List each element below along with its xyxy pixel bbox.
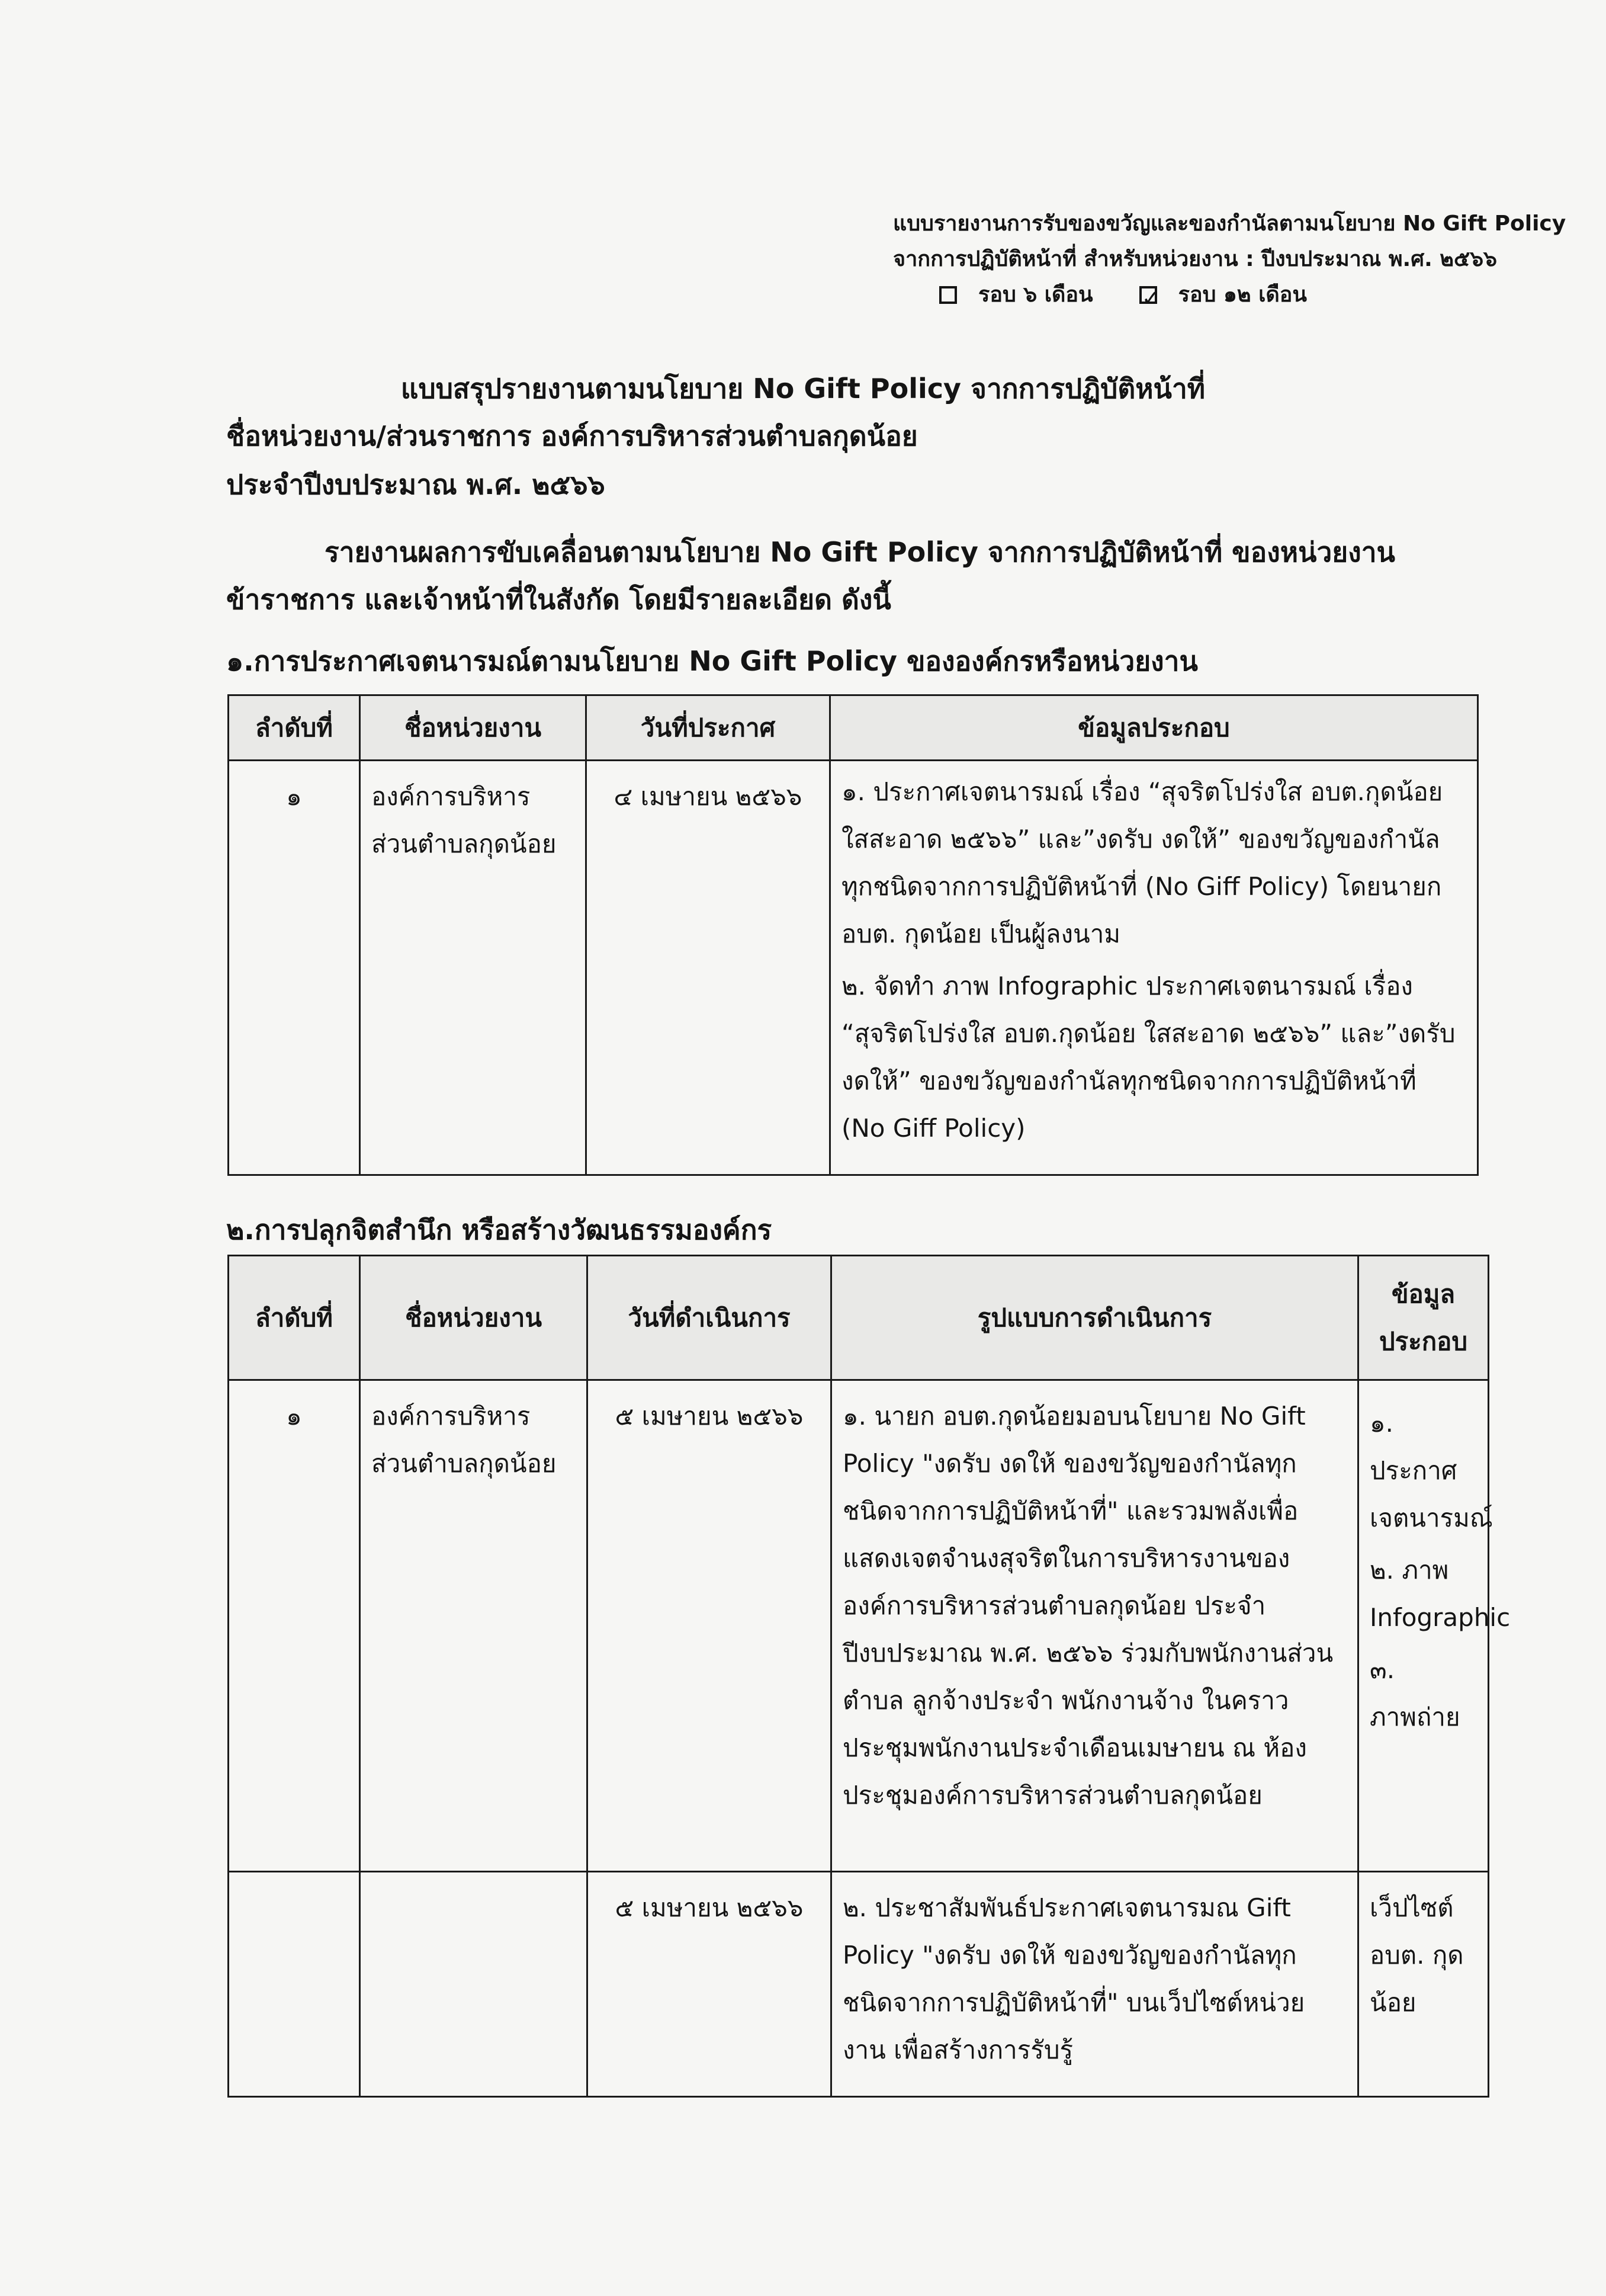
col-header-details: ข้อมูลประกอบ <box>830 695 1478 761</box>
form-title-line2: จากการปฏิบัติหน้าที่ สำหรับหน่วยงาน : ปีงบประมาณ พ.ศ. ๒๕๖๖ <box>893 247 1497 271</box>
evidence-item-1: ๑. ประกาศเจตนารมณ์ <box>1370 1409 1493 1532</box>
form-title-line1: แบบรายงานการรับของขวัญและของกำนัลตามนโยบาย No Gift Policy <box>893 211 1566 236</box>
row-date: ๔ เมษายน ๒๕๖๖ <box>586 761 830 1175</box>
detail-item-1: ๑. ประกาศเจตนารมณ์ เรื่อง “สุจริตโปร่งใส อบต.กุดน้อย ใสสะอาด ๒๕๖๖” และ”งดรับ งดให้” ของขวัญของกำนัลทุกชนิดจากการปฏิบัติหน้าที่ (No Giff Policy) โดยนายก อบต. กุดน้อย เป็นผู้ลงนาม <box>841 777 1443 948</box>
row-evidence: เว็ปไซต์ อบต. กุดน้อย <box>1358 1872 1489 2097</box>
col-header-number: ลำดับที่ <box>229 1256 360 1380</box>
col-header-agency: ชื่อหน่วยงาน <box>360 695 586 761</box>
col-header-number: ลำดับที่ <box>229 695 360 761</box>
row-details <box>830 761 1478 1175</box>
col-header-activity: รูปแบบการดำเนินการ <box>831 1256 1358 1380</box>
section-2-heading: ๒.การปลุกจิตสำนึก หรือสร้างวัฒนธรรมองค์กร <box>226 1214 772 1246</box>
col-header-agency: ชื่อหน่วยงาน <box>360 1256 587 1380</box>
row-agency: องค์การบริหารส่วนตำบลกุดน้อย <box>360 761 586 1175</box>
row-number-empty <box>229 1872 360 2097</box>
twelve-month-checkbox[interactable] <box>1139 286 1157 304</box>
section-1-heading: ๑.การประกาศเจตนารมณ์ตามนโยบาย No Gift Policy ขององค์กรหรือหน่วยงาน <box>226 645 1198 677</box>
col-header-date: วันที่ดำเนินการ <box>587 1256 831 1380</box>
row-number: ๑ <box>229 1380 360 1872</box>
fiscal-year-line: ประจำปีงบประมาณ พ.ศ. ๒๕๖๖ <box>226 469 605 501</box>
evidence-item-2: ๒. ภาพ Infographic <box>1370 1556 1511 1632</box>
row-date: ๕ เมษายน ๒๕๖๖ <box>587 1872 831 2097</box>
col-header-evidence: ข้อมูลประกอบ <box>1358 1256 1489 1380</box>
row-agency-empty <box>360 1872 587 2097</box>
col-header-date: วันที่ประกาศ <box>586 695 830 761</box>
six-month-label: รอบ ๖ เดือน <box>978 283 1093 307</box>
row-activity: ๑. นายก อบต.กุดน้อยมอบนโยบาย No Gift Policy "งดรับ งดให้ ของขวัญของกำนัลทุกชนิดจากการปฏิบัติหน้าที่" และรวมพลังเพื่อแสดงเจตจำนงสุจริตในการบริหารงานขององค์การบริหารส่วนตำบลกุดน้อย ประจำปีงบประมาณ พ.ศ. ๒๕๖๖ ร่วมกับพนักงานส่วนตำบล ลูกจ้างประจำ พนักงานจ้าง ในคราวประชุมพนักงานประจำเดือนเมษายน ณ ห้องประชุมองค์การบริหารส่วนตำบลกุดน้อย <box>831 1380 1358 1872</box>
six-month-checkbox[interactable] <box>939 286 957 304</box>
row-activity: ๒. ประชาสัมพันธ์ประกาศเจตนารมณ Gift Policy "งดรับ งดให้ ของขวัญของกำนัลทุกชนิดจากการปฏิบัติหน้าที่" บนเว็ปไซต์หน่วยงาน เพื่อสร้างการรับรู้ <box>831 1872 1358 2097</box>
row-date: ๕ เมษายน ๒๕๖๖ <box>587 1380 831 1872</box>
detail-item-2: ๒. จัดทำ ภาพ Infographic ประกาศเจตนารมณ์ เรื่อง “สุจริตโปร่งใส อบต.กุดน้อย ใสสะอาด ๒๕๖๖” และ”งดรับ งดให้” ของขวัญของกำนัลทุกชนิดจากการปฏิบัติหน้าที่ (No Giff Policy) <box>841 971 1456 1143</box>
intro-line-1: รายงานผลการขับเคลื่อนตามนโยบาย No Gift Policy จากการปฏิบัติหน้าที่ ของหน่วยงาน <box>325 536 1395 568</box>
row-number: ๑ <box>229 761 360 1175</box>
evidence-item-3: ๓. ภาพถ่าย <box>1370 1655 1460 1731</box>
row-agency: องค์การบริหารส่วนตำบลกุดน้อย <box>360 1380 587 1872</box>
announcement-table <box>227 694 1479 1176</box>
culture-building-table <box>227 1255 1511 2098</box>
table-row <box>229 1872 1489 2097</box>
agency-line: ชื่อหน่วยงาน/ส่วนราชการ องค์การบริหารส่วนตำบลกุดน้อย <box>226 420 918 452</box>
twelve-month-label: รอบ ๑๒ เดือน <box>1178 283 1308 307</box>
page-title: แบบสรุปรายงานตามนโยบาย No Gift Policy จากการปฏิบัติหน้าที่ <box>400 373 1206 405</box>
period-options <box>939 277 1592 313</box>
table-row <box>229 761 1478 1175</box>
row-evidence <box>1358 1380 1511 1872</box>
form-header <box>893 206 1592 313</box>
table-row <box>229 1380 1489 1872</box>
intro-line-2: ข้าราชการ และเจ้าหน้าที่ในสังกัด โดยมีรายละเอียด ดังนี้ <box>226 583 891 615</box>
